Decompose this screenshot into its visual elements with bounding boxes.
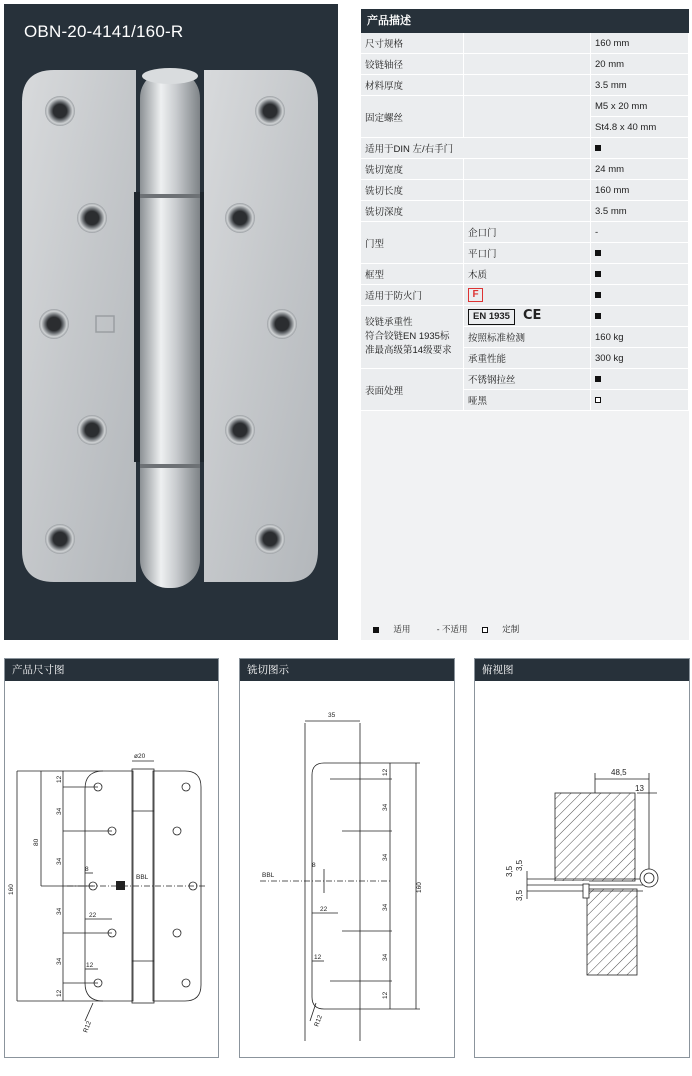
- spec-sublabel: 不锈钢拉丝: [464, 369, 591, 390]
- dim-label: 34: [56, 857, 63, 865]
- table-row: [361, 264, 689, 285]
- applicable-square-icon: [595, 292, 601, 298]
- applicable-square-icon: [595, 250, 601, 256]
- spec-value: 300 kg: [591, 348, 689, 369]
- spec-header: 产品描述: [361, 9, 689, 33]
- spec-sublabel: 企口门: [464, 222, 591, 243]
- dim-label: 8: [85, 866, 89, 873]
- dim-label: 12: [86, 962, 94, 969]
- dim-label: 80: [33, 838, 40, 846]
- dim-label: 34: [382, 803, 389, 811]
- legend-custom: 定制: [502, 624, 520, 634]
- spec-sublabel: 哑黑: [464, 390, 591, 411]
- dim-label: BBL: [262, 872, 275, 879]
- dim-label: 34: [56, 807, 63, 815]
- top-view-panel: [474, 658, 690, 1058]
- spec-label: 符合铰链EN 1935标: [365, 331, 450, 342]
- table-row: [361, 369, 689, 390]
- legend-not-applicable: - 不适用: [436, 624, 468, 634]
- table-row: [361, 285, 689, 306]
- spec-sublabel: 按照标准检测: [464, 327, 591, 348]
- spec-value: 24 mm: [591, 159, 689, 180]
- spec-label: 铣切深度: [361, 201, 464, 222]
- dim-label: 3,5: [515, 859, 524, 871]
- dim-label: 22: [89, 912, 97, 919]
- spec-table: [361, 33, 689, 411]
- spec-sublabel: 木质: [464, 264, 591, 285]
- spec-value: St4.8 x 40 mm: [591, 117, 689, 138]
- dim-label: R12: [82, 1020, 93, 1034]
- dim-label: 12: [56, 775, 63, 783]
- milling-panel: [239, 658, 455, 1058]
- dim-label: 160: [416, 882, 423, 893]
- table-row: [361, 54, 689, 75]
- dim-label: 34: [382, 903, 389, 911]
- spec-value: -: [591, 222, 689, 243]
- dim-label: BBL: [136, 874, 149, 881]
- dim-label: 34: [382, 953, 389, 961]
- table-row: [361, 75, 689, 96]
- spec-label: 框型: [361, 264, 464, 285]
- table-row: [361, 201, 689, 222]
- dim-label: 35: [328, 712, 336, 719]
- dim-label: 160: [8, 884, 15, 895]
- dim-label: 12: [56, 989, 63, 997]
- dim-label: 13: [635, 784, 644, 793]
- spec-label: 铰链轴径: [361, 54, 464, 75]
- table-row: [361, 180, 689, 201]
- spec-label: 准最高级第14级要求: [365, 345, 452, 356]
- table-row: [361, 222, 689, 243]
- spec-value: M5 x 20 mm: [591, 96, 689, 117]
- dim-label: 34: [382, 853, 389, 861]
- applicable-square-icon: [595, 145, 601, 151]
- spec-panel: [361, 9, 689, 640]
- product-photo: [4, 4, 338, 640]
- dim-label: 48,5: [611, 768, 627, 777]
- table-row: [361, 96, 689, 117]
- spec-value: 3.5 mm: [591, 201, 689, 222]
- dim-label: 22: [320, 906, 328, 913]
- spec-label: 固定螺丝: [361, 96, 464, 138]
- table-row: [361, 159, 689, 180]
- dim-label: 12: [382, 991, 389, 999]
- dim-label: 8: [312, 862, 316, 869]
- spec-value: 20 mm: [591, 54, 689, 75]
- applicable-square-icon: [373, 627, 379, 633]
- dim-label: ø20: [134, 753, 146, 760]
- spec-sublabel: 承重性能: [464, 348, 591, 369]
- ce-mark-icon: CE: [522, 307, 542, 323]
- spec-legend: [373, 623, 543, 635]
- spec-value: 3.5 mm: [591, 75, 689, 96]
- spec-value: 160 mm: [591, 33, 689, 54]
- dim-label: 34: [56, 957, 63, 965]
- dim-label: 12: [382, 768, 389, 776]
- fire-rated-badge-icon: F: [468, 288, 483, 302]
- spec-label: 尺寸规格: [361, 33, 464, 54]
- spec-label: 铣切长度: [361, 180, 464, 201]
- spec-label: 材料厚度: [361, 75, 464, 96]
- spec-label: 门型: [361, 222, 464, 264]
- table-row: [361, 138, 689, 159]
- panel-title: 产品尺寸图: [5, 659, 218, 681]
- table-row: [361, 33, 689, 54]
- milling-drawing: [240, 681, 454, 1057]
- applicable-square-icon: [595, 313, 601, 319]
- spec-sublabel: 平口门: [464, 243, 591, 264]
- table-row: [361, 306, 689, 327]
- spec-value: 160 mm: [591, 180, 689, 201]
- hinge-illustration: [4, 4, 338, 640]
- spec-value: 160 kg: [591, 327, 689, 348]
- custom-square-icon: [482, 627, 488, 633]
- dim-label: 3,5: [505, 865, 514, 877]
- dim-label: R12: [313, 1014, 324, 1028]
- panel-title: 俯视图: [475, 659, 689, 681]
- spec-label: 表面处理: [361, 369, 464, 411]
- dim-label: 12: [314, 954, 322, 961]
- spec-label: 铰链承重性: [365, 317, 413, 328]
- spec-label: 铣切宽度: [361, 159, 464, 180]
- panel-title: 铣切图示: [240, 659, 454, 681]
- dimension-panel: [4, 658, 219, 1058]
- top-view-drawing: [475, 681, 689, 1057]
- dim-label: 34: [56, 907, 63, 915]
- custom-square-icon: [595, 397, 601, 403]
- spec-label: 适用于防火门: [361, 285, 464, 306]
- applicable-square-icon: [595, 271, 601, 277]
- en1935-badge-icon: EN 1935: [468, 309, 515, 325]
- product-title: OBN-20-4141/160-R: [24, 22, 184, 41]
- dimension-drawing: [5, 681, 218, 1057]
- applicable-square-icon: [595, 376, 601, 382]
- dim-label: 3,5: [515, 889, 524, 901]
- legend-applicable: 适用: [393, 624, 411, 634]
- spec-label: 适用于DIN 左/右手门: [361, 138, 591, 159]
